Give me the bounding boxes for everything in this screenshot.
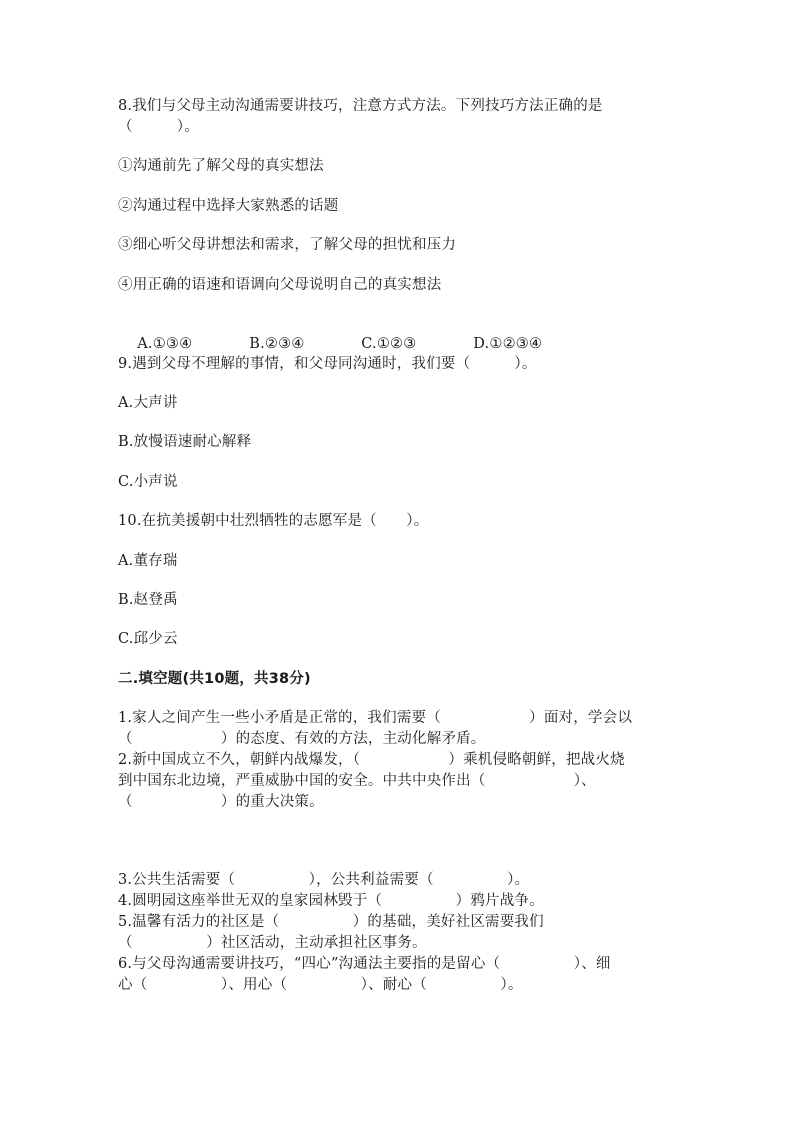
fill-1-line2: （ ）的态度、有效的方法，主动化解矛盾。	[118, 731, 486, 747]
q9-option-b: B.放慢语速耐心解释	[118, 434, 252, 450]
q10-option-a: A.董存瑞	[118, 553, 178, 569]
q8-item-2: ②沟通过程中选择大家熟悉的话题	[118, 198, 339, 214]
fill-6-line1: 6.与父母沟通需要讲技巧，“四心”沟通法主要指的是留心（ ）、细	[118, 956, 611, 972]
q8-item-4: ④用正确的语速和语调向父母说明自己的真实想法	[118, 277, 442, 293]
section-heading: 二.填空题(共10题，共38分)	[118, 671, 311, 687]
fill-1-line1: 1.家人之间产生一些小矛盾是正常的，我们需要（ ）面对，学会以	[118, 710, 633, 726]
fill-3: 3.公共生活需要（ ），公共利益需要（ ）。	[118, 872, 530, 888]
q8-option-c: C.①②③	[361, 336, 417, 352]
fill-2-line3: （ ）的重大决策。	[118, 794, 324, 810]
q9-option-a: A.大声讲	[118, 395, 178, 411]
fill-4: 4.圆明园这座举世无双的皇家园林毁于（ ）鸦片战争。	[118, 893, 544, 909]
q10-stem: 10.在抗美援朝中壮烈牺牲的志愿军是（ ）。	[118, 513, 429, 529]
q10-option-b: B.赵登禹	[118, 592, 178, 608]
fill-6-line2: 心（ ）、用心（ ）、耐心（ ）。	[118, 977, 523, 993]
q10-option-c: C.邱少云	[118, 631, 178, 647]
q8-item-3: ③细心听父母讲想法和需求，了解父母的担忧和压力	[118, 237, 457, 253]
q9-stem: 9.遇到父母不理解的事情，和父母同沟通时，我们要（ ）。	[118, 356, 537, 372]
q8-stem-line1: 8.我们与父母主动沟通需要讲技巧，注意方式方法。下列技巧方法正确的是	[118, 98, 603, 114]
q8-item-1: ①沟通前先了解父母的真实想法	[118, 158, 324, 174]
q9-option-c: C.小声说	[118, 474, 178, 490]
q8-stem-line2: （ ）。	[118, 119, 199, 135]
q8-option-b: B.②③④	[249, 336, 305, 352]
fill-5-line2: （ ）社区活动，主动承担社区事务。	[118, 935, 427, 951]
q8-option-d: D.①②③④	[473, 336, 543, 352]
fill-2-line1: 2.新中国成立不久，朝鲜内战爆发，（ ）乘机侵略朝鲜，把战火烧	[118, 752, 625, 768]
fill-2-line2: 到中国东北边境，严重威胁中国的安全。中共中央作出（ ）、	[118, 773, 596, 789]
fill-5-line1: 5.温馨有活力的社区是（ ）的基础，美好社区需要我们	[118, 914, 544, 930]
q8-option-a: A.①③④	[137, 336, 193, 352]
